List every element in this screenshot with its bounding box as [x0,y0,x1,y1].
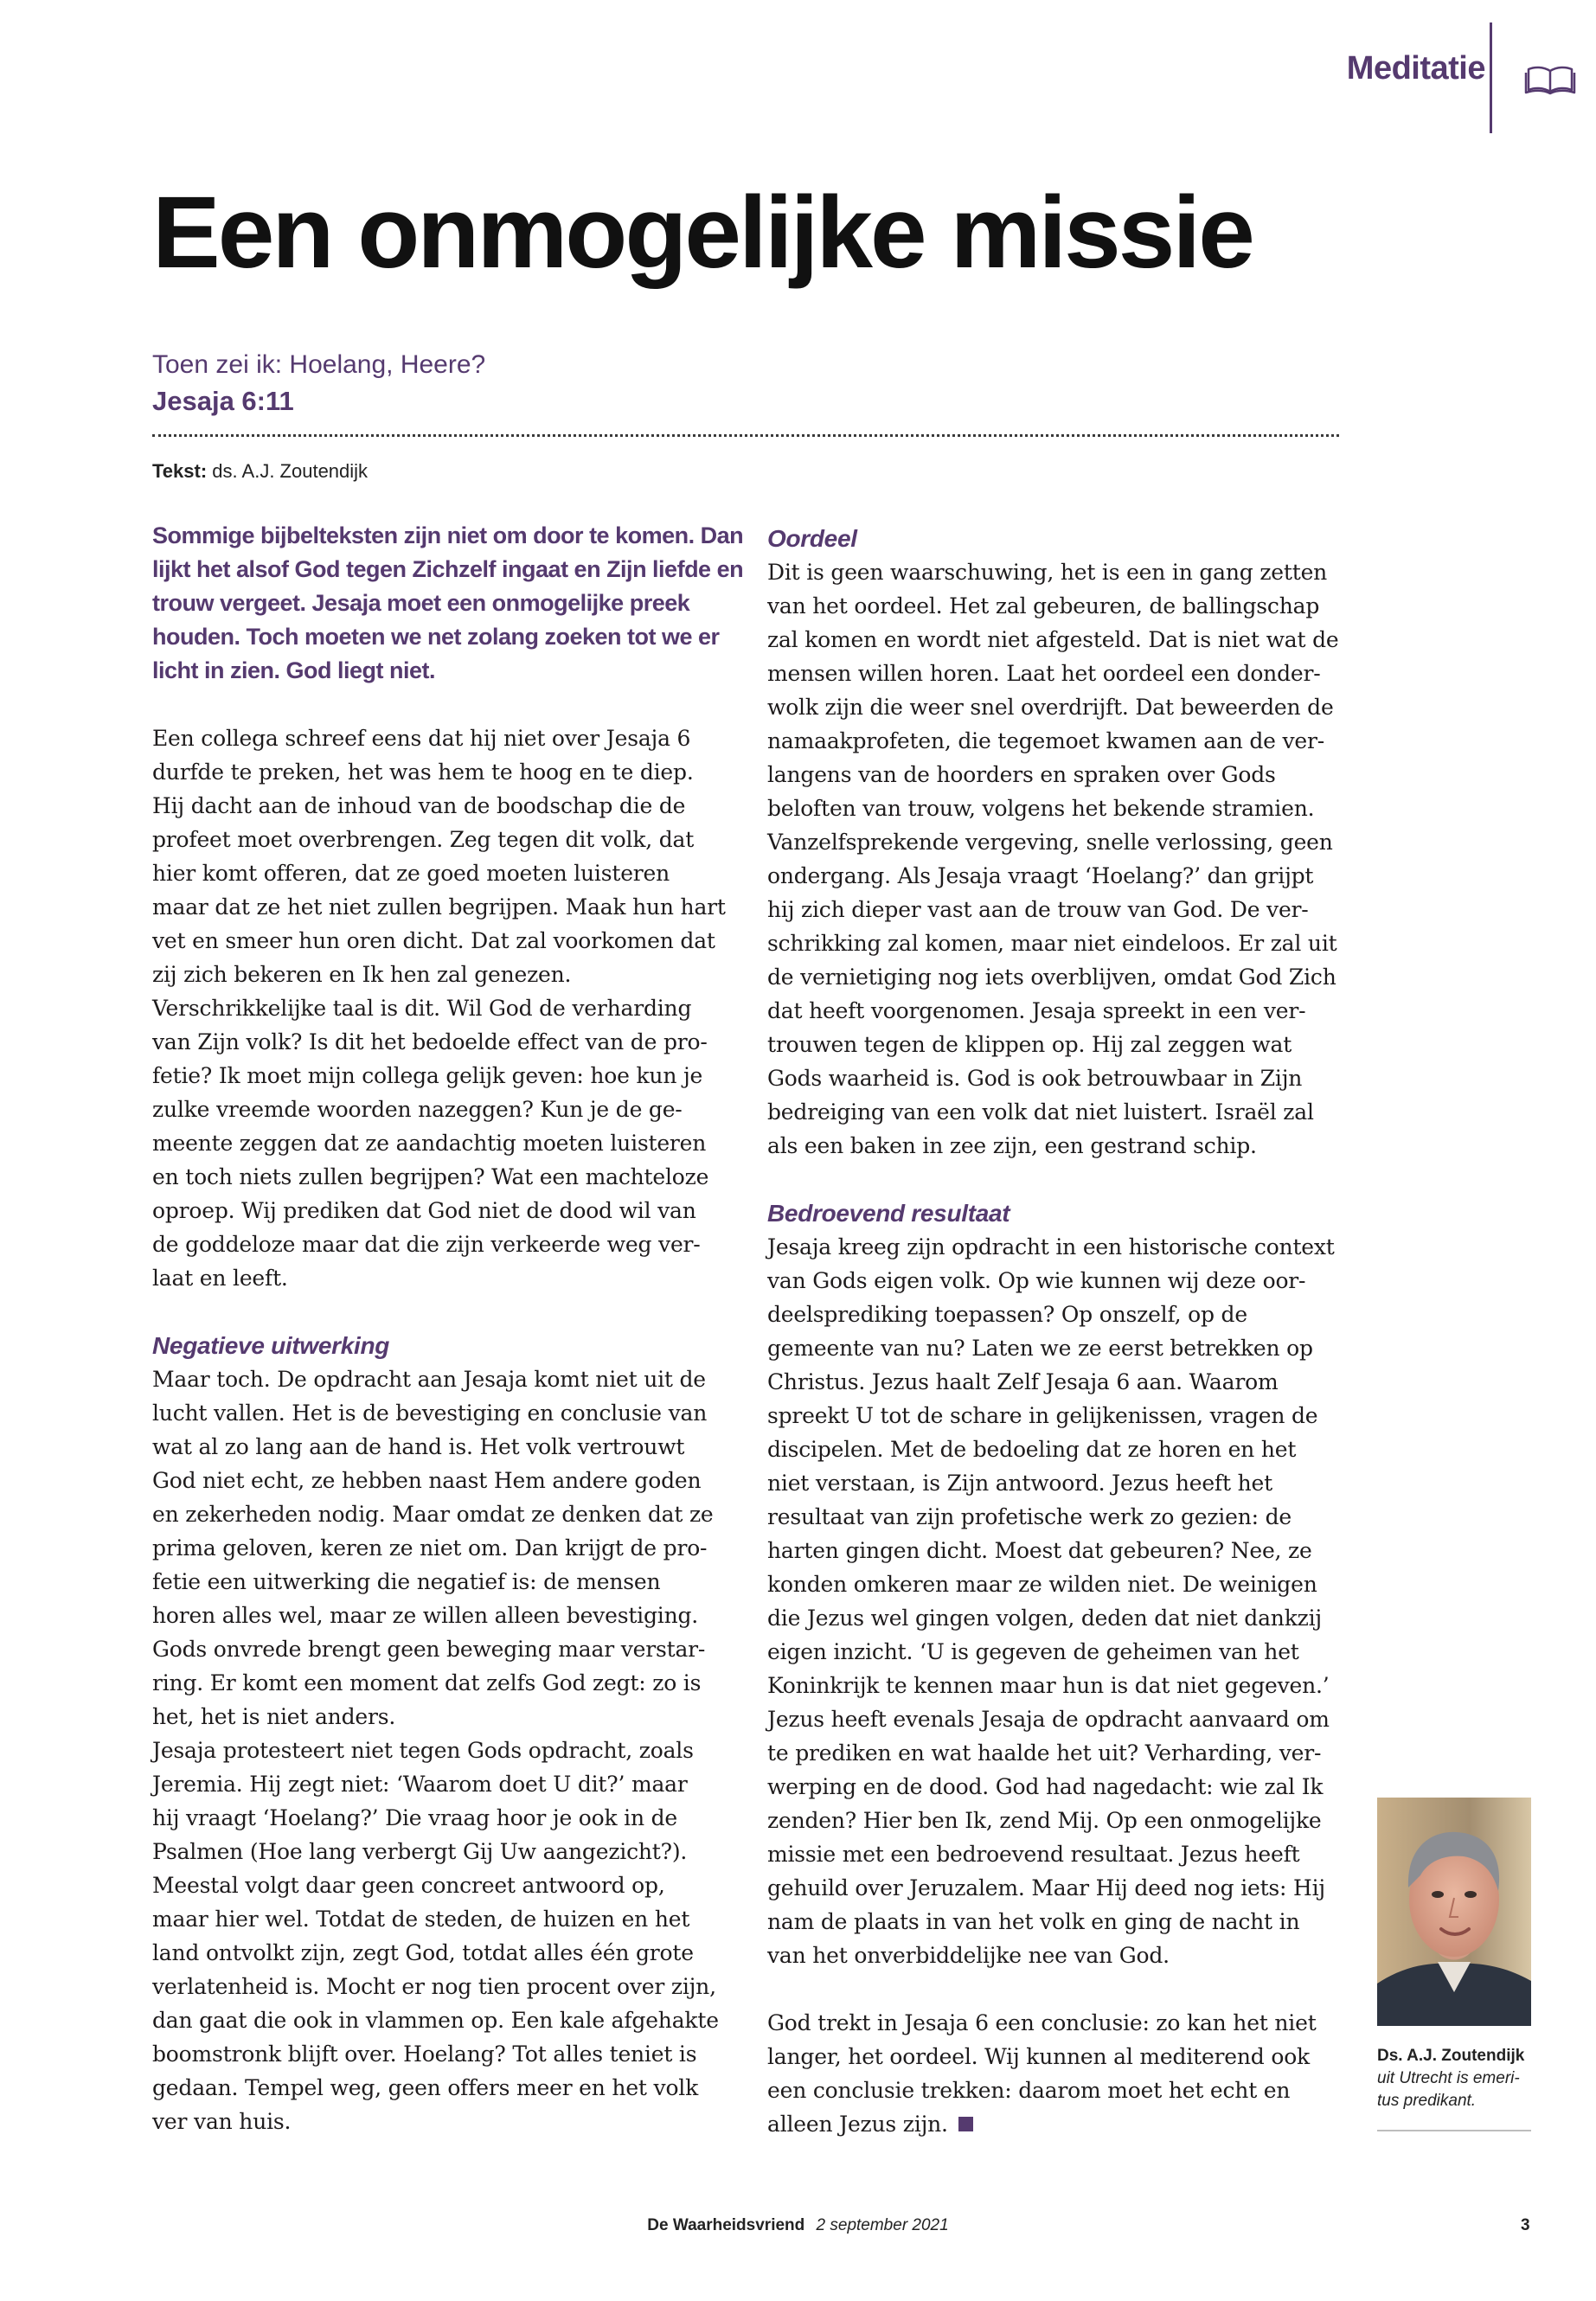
text-line: zij zich bekeren en Ik hen zal genezen. [152,962,572,987]
text-line: gehuild over Jeruzalem. Maar Hij deed nog iets: Hij [767,1875,1325,1900]
text-line: trouw vergeet. Jesaja moet een onmogelijke preek [152,590,690,616]
text-line: Een collega schreef eens dat hij niet over Jesaja 6 [152,726,691,751]
text-line: en toch niets zullen begrijpen? Wat een machteloze [152,1164,709,1189]
subheading: Negatieve uitwerking [152,1332,390,1359]
text-line: lucht vallen. Het is de bevestiging en conclusie van [152,1400,708,1426]
text-line: prima geloven, keren ze niet om. Dan krijgt de pro- [152,1535,708,1561]
section-label: Meditatie [1346,50,1485,87]
text-line: fetie? Ik moet mijn collega gelijk geven: hoe kun je [152,1063,703,1088]
bible-quote: Toen zei ik: Hoelang, Heere? [152,350,486,379]
caption-divider [1377,2130,1531,2131]
text-line: licht in zien. God liegt niet. [152,657,436,683]
text-line: meente zeggen dat ze aandachtig moeten luisteren [152,1131,707,1156]
text-line: Dit is geen waarschuwing, het is een in gang zetten [767,560,1328,585]
author-photo [1377,1798,1531,2026]
text-line: Meestal volgt daar geen concreet antwoord op, [152,1873,665,1898]
text-line: houden. Toch moeten we net zolang zoeken tot we er [152,624,720,650]
text-line: bedreiging van een volk dat niet luistert. Israël zal [767,1099,1314,1125]
subheading: Bedroevend resultaat [767,1200,1010,1227]
text-line: niet verstaan, is Zijn antwoord. Jezus heeft het [767,1471,1272,1496]
text-line: God niet echt, ze hebben naast Hem andere goden [152,1468,702,1493]
body-paragraph [152,1362,723,2138]
text-line: van het oordeel. Het zal gebeuren, de ballingschap [767,593,1320,619]
text-line: profeet moet overbrengen. Zeg tegen dit volk, dat [152,827,695,852]
text-line: konden omkeren maar ze wilden niet. De weinigen [767,1572,1317,1597]
text-line: Jesaja kreeg zijn opdracht in een historische context [767,1234,1335,1259]
text-line: land ontvolkt zijn, zegt God, totdat alles één grote [152,1940,694,1965]
header-divider [1490,22,1492,133]
text-line: hij vraagt ‘Hoelang?’ Die vraag hoor je ook in de [152,1805,678,1830]
text-line: Christus. Jezus haalt Zelf Jesaja 6 aan. Waarom [767,1369,1279,1394]
text-line: langer, het oordeel. Wij kunnen al mediterend ook [767,2044,1311,2069]
text-line: dan gaat die ook in vlammen op. Een kale afgehakte [152,2008,719,2033]
text-line: Psalmen (Hoe lang verbergt Gij Uw aangezicht?). [152,1839,688,1864]
text-line: eigen inzicht. ‘U is gegeven de geheimen van het [767,1639,1299,1664]
open-book-icon [1524,64,1576,95]
caption-desc-line: uit Utrecht is emeri- [1377,2069,1520,2087]
text-line: maar dat ze het niet zullen begrijpen. Maak hun hart [152,894,726,920]
text-line: durfde te preken, het was hem te hoog en te diep. [152,760,694,785]
text-line: van het onverbiddelijke nee van God. [767,1943,1170,1968]
text-line [767,2107,1338,2141]
text-line: horen alles wel, maar ze willen alleen bevestiging. [152,1603,699,1628]
text-line: trouwen tegen de klippen op. Hij zal zeggen wat [767,1032,1292,1057]
text-line: Hij dacht aan de inhoud van de boodschap die de [152,793,686,818]
text-line: ver van huis. [152,2109,292,2134]
text-line: spreekt U tot de schare in gelijkenissen, vragen de [767,1403,1318,1428]
text-line: fetie een uitwerking die negatief is: de mensen [152,1569,661,1594]
text-line-content: alleen Jezus zijn. [767,2112,948,2137]
text-line: missie met een bedroevend resultaat. Jezus heeft [767,1842,1300,1867]
text-line: Sommige bijbelteksten zijn niet om door te komen. Dan [152,522,744,548]
right-column [767,522,1338,2141]
footer [0,2216,1596,2235]
page-number: 3 [1521,2216,1530,2234]
text-line: God trekt in Jesaja 6 een conclusie: zo kan het niet [767,2010,1317,2035]
caption-desc-line: tus predikant. [1377,2092,1477,2110]
text-line: zulke vreemde woorden nazeggen? Kun je de ge- [152,1097,683,1122]
text-line: namaakprofeten, die tegemoet kwamen aan de ver- [767,728,1325,753]
text-line: zenden? Hier ben Ik, zend Mij. Op een onmogelijke [767,1808,1322,1833]
text-line: ondergang. Als Jesaja vraagt ‘Hoelang?’ dan grijpt [767,863,1314,888]
text-line: als een baken in zee zijn, een gestrand schip. [767,1133,1257,1158]
text-line: deelsprediking toepassen? Op onszelf, op de [767,1302,1247,1327]
text-line: ring. Er komt een moment dat zelfs God zegt: zo is [152,1670,702,1695]
text-line: wolk zijn die weer snel overdrijft. Dat beweerden de [767,695,1334,720]
text-line: oproep. Wij prediken dat God niet de dood wil van [152,1198,696,1223]
text-line: dat heeft voorgenomen. Jesaja spreekt in een ver- [767,998,1306,1023]
text-line: beloften van trouw, volgens het bekende stramien. [767,796,1315,821]
text-line: van Gods eigen volk. Op wie kunnen wij deze oor- [767,1268,1306,1293]
text-line: gemeente van nu? Laten we ze eerst betrekken op [767,1336,1313,1361]
text-line: discipelen. Met de bedoeling dat ze horen en het [767,1437,1297,1462]
text-line: vet en smeer hun oren dicht. Dat zal voorkomen dat [152,928,715,953]
intro-paragraph [152,519,744,688]
text-line: de goddeloze maar dat die zijn verkeerde weg ver- [152,1232,701,1257]
text-line: Maar toch. De opdracht aan Jesaja komt niet uit de [152,1367,706,1392]
text-line: wat al zo lang aan de hand is. Het volk vertrouwt [152,1434,685,1459]
text-line: verlatenheid is. Mocht er nog tien procent over zijn, [152,1974,716,1999]
text-line: Verschrikkelijke taal is dit. Wil God de verharding [152,996,692,1021]
body-paragraph [767,555,1338,1163]
text-line: harten gingen dicht. Moest dat gebeuren? Nee, ze [767,1538,1312,1563]
text-line: zal komen en wordt niet afgesteld. Dat is niet wat de [767,627,1339,652]
text-line: en zekerheden nodig. Maar omdat ze denken dat ze [152,1502,714,1527]
text-line: Gods onvrede brengt geen beweging maar verstar- [152,1637,706,1662]
subheading: Oordeel [767,525,857,552]
text-line: een conclusie trekken: daarom moet het echt en [767,2078,1291,2103]
text-line: die Jezus wel gingen volgen, deden dat niet dankzij [767,1606,1322,1631]
text-line: te prediken en wat haalde het uit? Verharding, ver- [767,1740,1322,1766]
end-square-icon [958,2117,973,2131]
text-line: langens van de hoorders en spraken over Gods [767,762,1276,787]
body-paragraph [767,1230,1338,1972]
text-line: laat en leeft. [152,1266,288,1291]
text-line: lijkt het alsof God tegen Zichzelf ingaat en Zijn liefde en [152,556,744,582]
bible-reference: Jesaja 6:11 [152,386,294,416]
text-line: gedaan. Tempel weg, geen offers meer en het volk [152,2075,699,2100]
author-line [152,460,368,483]
text-line: Vanzelfsprekende vergeving, snelle verlossing, geen [767,830,1333,855]
text-line: Jeremia. Hij zegt niet: ‘Waarom doet U dit?’ maar [152,1772,688,1797]
text-line: Gods waarheid is. God is ook betrouwbaar in Zijn [767,1066,1303,1091]
text-line: maar hier wel. Totdat de steden, de huizen en het [152,1907,690,1932]
text-line: mensen willen horen. Laat het oordeel een donder- [767,661,1321,686]
closing-paragraph [767,2006,1338,2141]
text-line: Jezus heeft evenals Jesaja de opdracht aanvaard om [767,1707,1330,1732]
text-line: het, het is niet anders. [152,1704,396,1729]
text-line: boomstronk blijft over. Hoelang? Tot alles teniet is [152,2041,697,2067]
magazine-name: De Waarheidsvriend [647,2216,805,2234]
text-line: hier komt offeren, dat ze goed moeten luisteren [152,861,670,886]
text-line: van Zijn volk? Is dit het bedoelde effect van de pro- [152,1029,708,1054]
text-line: werping en de dood. God had nagedacht: wie zal Ik [767,1774,1324,1799]
text-line: nam de plaats in van het volk en ging de nacht in [767,1909,1300,1934]
page-title: Een onmogelijke missie [152,176,1253,290]
dotted-divider [152,434,1339,437]
author-label: Tekst: [152,460,208,482]
caption-name: Ds. A.J. Zoutendijk [1377,2047,1525,2065]
text-line: resultaat van zijn profetische werk zo gezien: de [767,1504,1292,1529]
left-column [152,519,744,2138]
text-line: Jesaja protesteert niet tegen Gods opdracht, zoals [152,1738,694,1763]
text-line: hij zich dieper vast aan de trouw van God. De ver- [767,897,1309,922]
photo-caption [1377,2045,1542,2112]
issue-date: 2 september 2021 [816,2216,949,2234]
body-paragraph [152,721,726,1295]
text-line: schrikking zal komen, maar niet eindeloos. Er zal uit [767,931,1337,956]
author-name: ds. A.J. Zoutendijk [212,460,369,482]
text-line: de vernietiging nog iets overblijven, omdat God Zich [767,965,1336,990]
text-line: Koninkrijk te kennen maar hun is dat niet gegeven.’ [767,1673,1330,1698]
